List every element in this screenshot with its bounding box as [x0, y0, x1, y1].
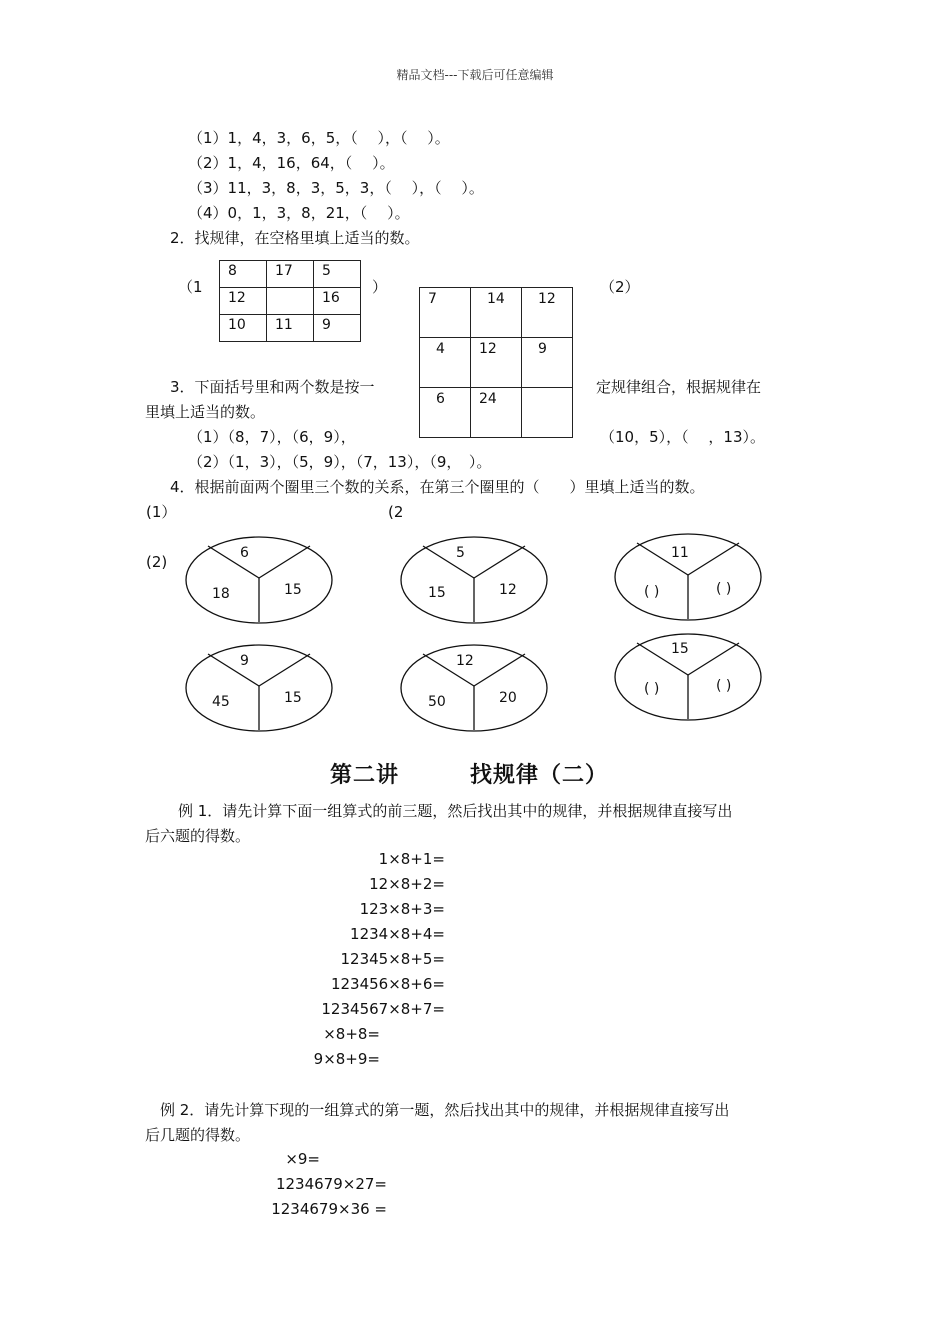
- question-4-label-1: (1）: [146, 503, 177, 521]
- grid1-cell: 17: [267, 261, 314, 288]
- lecture-title-topic: 找规律（二）: [470, 763, 609, 788]
- example-1-equation: 123456×8+6=: [330, 975, 445, 993]
- example-2-equation: 1234679×27=: [275, 1175, 387, 1193]
- grid2-cell: 14: [471, 288, 522, 338]
- circle-1-right: 15: [284, 582, 302, 598]
- circle-3-left: ( ): [644, 584, 660, 600]
- example-1-equation: 1234567×8+7=: [321, 1000, 445, 1018]
- circle-puzzle-1: [186, 537, 332, 623]
- question-3-line1b: 定规律组合，根据规律在: [596, 378, 762, 396]
- grid2-cell: 12: [522, 288, 573, 338]
- example-1-line2: 后六题的得数。: [145, 827, 251, 845]
- question-3-line1a: 3．下面括号里和两个数是按一: [170, 378, 375, 396]
- question-2-title: 2．找规律，在空格里填上适当的数。: [170, 229, 420, 247]
- circle-5-right: 20: [499, 690, 517, 706]
- circle-3-top: 11: [671, 545, 689, 561]
- example-2-equation: ×9=: [285, 1150, 320, 1168]
- circle-1-left: 18: [212, 586, 230, 602]
- example-1-equation: 9×8+9=: [313, 1050, 380, 1068]
- grid2-cell: 24: [471, 388, 522, 438]
- question-4-label-2: (2: [388, 503, 404, 521]
- circle-2-top: 5: [456, 545, 465, 561]
- circle-puzzle-4: [186, 645, 332, 731]
- sequence-item-3: （3）11，3，8，3，5，3，（ ），（ ）。: [188, 179, 484, 197]
- grid2-cell: 12: [471, 338, 522, 388]
- grid1-cell: 10: [220, 315, 267, 342]
- circle-4-right: 15: [284, 690, 302, 706]
- grid1-cell: 9: [314, 315, 361, 342]
- question-3-line2: 里填上适当的数。: [145, 403, 266, 421]
- question-3-item1a: （1）（8，7），（6，9），: [188, 428, 356, 446]
- example-1-equation: 123×8+3=: [359, 900, 445, 918]
- question-4-title: 4．根据前面两个圈里三个数的关系，在第三个圈里的（ ）里填上适当的数。: [170, 478, 705, 496]
- grid2-label: （2）: [600, 278, 640, 296]
- circle-5-top: 12: [456, 653, 474, 669]
- question-3-item1b: （10，5），（ ，13）。: [600, 428, 765, 446]
- question-3-item2: （2）（1，3），（5，9），（7，13），（9， ）。: [188, 453, 492, 471]
- circle-1-top: 6: [240, 545, 249, 561]
- grid1-label-close: ）: [372, 278, 388, 296]
- circle-puzzle-5: [401, 645, 547, 731]
- example-2-line2: 后几题的得数。: [145, 1126, 251, 1144]
- circle-2-left: 15: [428, 585, 446, 601]
- grid1-cell: 12: [220, 288, 267, 315]
- circle-puzzle-6: [615, 634, 761, 720]
- grid1-cell: 5: [314, 261, 361, 288]
- example-1-equation: 1234×8+4=: [350, 925, 445, 943]
- sequence-item-1: （1）1，4，3，6，5，（ ），（ ）。: [188, 129, 450, 147]
- grid2-cell: 4: [420, 338, 471, 388]
- grid1-cell: 8: [220, 261, 267, 288]
- page-header: 精品文档---下载后可任意编辑: [396, 68, 554, 82]
- question-4-label-3: (2): [146, 553, 168, 571]
- example-2-equation: 1234679×36 =: [271, 1200, 387, 1218]
- example-1-equation: 12×8+2=: [369, 875, 445, 893]
- example-1-equation: ×8+8=: [323, 1025, 380, 1043]
- example-1-equation: 12345×8+5=: [340, 950, 445, 968]
- sequence-item-2: （2）1，4，16，64，（ ）。: [188, 154, 395, 172]
- lecture-title-number: 第二讲: [330, 763, 400, 788]
- example-1-line1: 例 1．请先计算下面一组算式的前三题，然后找出其中的规律，并根据规律直接写出: [178, 802, 733, 820]
- sequence-item-4: （4）0，1，3，8，21，（ ）。: [188, 204, 410, 222]
- circle-6-right: ( ): [716, 678, 732, 694]
- circle-puzzle-2: [401, 537, 547, 623]
- circle-4-top: 9: [240, 653, 249, 669]
- grid1-cell: 16: [314, 288, 361, 315]
- grid1-label-open: （1: [178, 278, 203, 296]
- grid1-cell: 11: [267, 315, 314, 342]
- circle-4-left: 45: [212, 694, 230, 710]
- circle-2-right: 12: [499, 582, 517, 598]
- circle-5-left: 50: [428, 694, 446, 710]
- grid2-cell: 9: [522, 338, 573, 388]
- circle-6-top: 15: [671, 641, 689, 657]
- grid2-cell: 7: [420, 288, 471, 338]
- grid2-cell: 6: [420, 388, 471, 438]
- example-1-equation: 1×8+1=: [378, 850, 445, 868]
- circle-puzzle-3: [615, 534, 761, 620]
- circle-3-right: ( ): [716, 581, 732, 597]
- circle-6-left: ( ): [644, 681, 660, 697]
- example-2-line1: 例 2．请先计算下现的一组算式的第一题，然后找出其中的规律，并根据规律直接写出: [160, 1101, 730, 1119]
